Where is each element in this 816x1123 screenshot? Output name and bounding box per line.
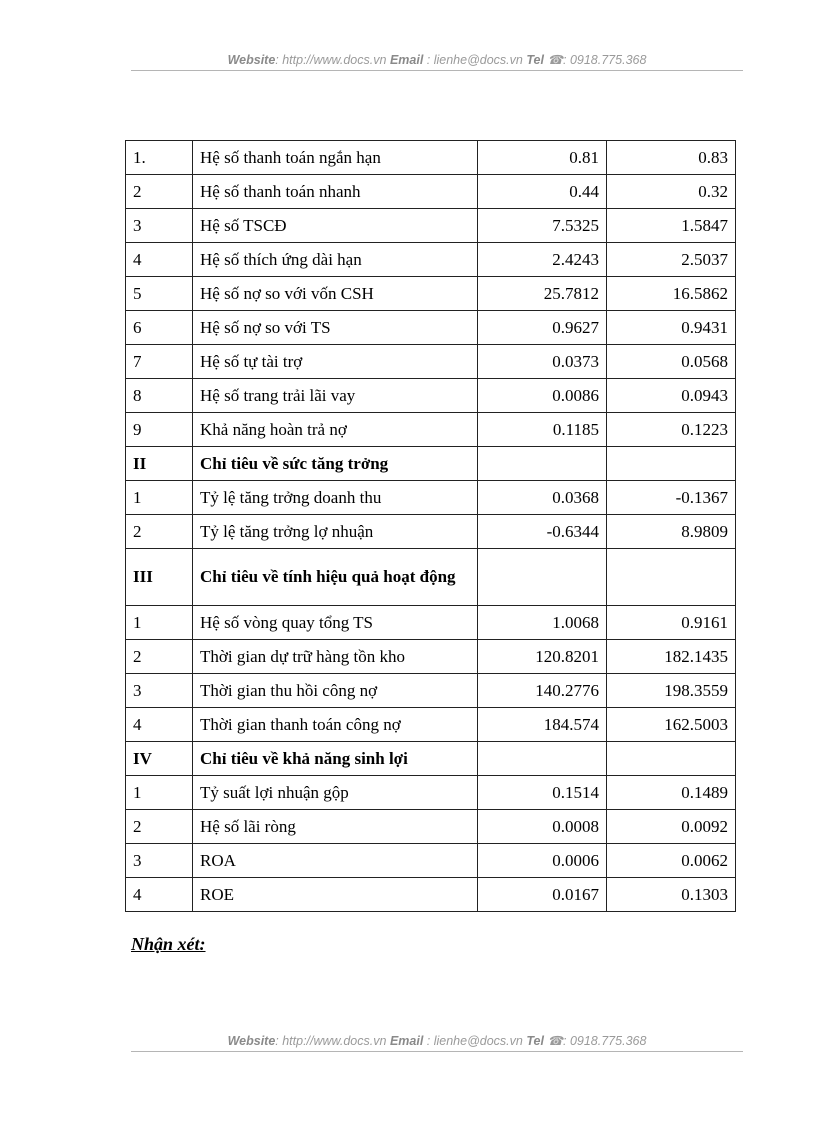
value-col1 <box>478 447 607 481</box>
row-number: 6 <box>126 311 193 345</box>
value-col2: 182.1435 <box>607 640 736 674</box>
table-row <box>126 606 736 640</box>
value-col2: 16.5862 <box>607 277 736 311</box>
value-col1: 120.8201 <box>478 640 607 674</box>
tel-number: ☎: 0918.775.368 <box>547 1034 647 1048</box>
email-address[interactable]: : lienhe@docs.vn <box>426 1034 523 1048</box>
indicator-name: Hệ số vòng quay tổng TS <box>193 606 478 640</box>
row-number: III <box>126 549 193 606</box>
value-col1: 1.0068 <box>478 606 607 640</box>
table-row <box>126 776 736 810</box>
indicator-name: Hệ số tự tài trợ <box>193 345 478 379</box>
row-number: 3 <box>126 209 193 243</box>
indicator-name: Hệ số trang trải lãi vay <box>193 379 478 413</box>
value-col2: 0.1489 <box>607 776 736 810</box>
value-col2: 0.9161 <box>607 606 736 640</box>
value-col1: 0.44 <box>478 175 607 209</box>
page-header-top <box>131 52 743 67</box>
value-col2: 0.83 <box>607 141 736 175</box>
section-row <box>126 447 736 481</box>
indicator-name: Thời gian thanh toán công nợ <box>193 708 478 742</box>
row-number: 5 <box>126 277 193 311</box>
value-col1: 0.0167 <box>478 878 607 912</box>
remark-heading: Nhận xét: <box>131 934 206 954</box>
value-col1: 140.2776 <box>478 674 607 708</box>
row-number: 2 <box>126 810 193 844</box>
row-number: 4 <box>126 243 193 277</box>
website-url[interactable]: : http://www.docs.vn <box>275 1034 387 1048</box>
value-col2: 0.0092 <box>607 810 736 844</box>
value-col1: 0.1514 <box>478 776 607 810</box>
email-label: Email <box>389 1034 424 1048</box>
value-col1: 2.4243 <box>478 243 607 277</box>
table-row <box>126 515 736 549</box>
indicator-name: Khả năng hoàn trả nợ <box>193 413 478 447</box>
value-col2: 1.5847 <box>607 209 736 243</box>
value-col2: 198.3559 <box>607 674 736 708</box>
tel-number: ☎: 0918.775.368 <box>547 53 647 67</box>
page-footer <box>131 1033 743 1048</box>
value-col1: 7.5325 <box>478 209 607 243</box>
row-number: 1 <box>126 481 193 515</box>
table-row <box>126 674 736 708</box>
table-row <box>126 311 736 345</box>
row-number: 4 <box>126 708 193 742</box>
footer-divider <box>131 1051 743 1052</box>
indicator-name: Chỉ tiêu về tính hiệu quả hoạt động <box>193 549 478 606</box>
value-col1: 0.81 <box>478 141 607 175</box>
email-label: Email <box>389 53 424 67</box>
value-col2: 162.5003 <box>607 708 736 742</box>
table-row <box>126 209 736 243</box>
financial-ratios-table <box>125 140 736 912</box>
section-row <box>126 549 736 606</box>
row-number: 1 <box>126 776 193 810</box>
section-row <box>126 742 736 776</box>
value-col2 <box>607 742 736 776</box>
table-row <box>126 481 736 515</box>
value-col2 <box>607 549 736 606</box>
indicator-name: Hệ số thanh toán ngắn hạn <box>193 141 478 175</box>
value-col1 <box>478 549 607 606</box>
website-url[interactable]: : http://www.docs.vn <box>275 53 387 67</box>
value-col1: 0.0368 <box>478 481 607 515</box>
table-row <box>126 878 736 912</box>
value-col2: 0.1223 <box>607 413 736 447</box>
row-number: 3 <box>126 674 193 708</box>
indicator-name: Chỉ tiêu về khả năng sinh lợi <box>193 742 478 776</box>
indicator-name: Hệ số nợ so với TS <box>193 311 478 345</box>
row-number: 1. <box>126 141 193 175</box>
value-col2: 0.0062 <box>607 844 736 878</box>
row-number: 4 <box>126 878 193 912</box>
value-col2: -0.1367 <box>607 481 736 515</box>
table-row <box>126 175 736 209</box>
row-number: 2 <box>126 175 193 209</box>
value-col1: -0.6344 <box>478 515 607 549</box>
table-row <box>126 413 736 447</box>
email-address[interactable]: : lienhe@docs.vn <box>426 53 523 67</box>
value-col1: 0.0086 <box>478 379 607 413</box>
table-row <box>126 141 736 175</box>
indicator-name: ROA <box>193 844 478 878</box>
indicator-name: Hệ số nợ so với vốn CSH <box>193 277 478 311</box>
row-number: 9 <box>126 413 193 447</box>
indicator-name: Thời gian thu hồi công nợ <box>193 674 478 708</box>
tel-label: Tel <box>526 1034 544 1048</box>
indicator-name: Tỷ lệ tăng trởng lợ nhuận <box>193 515 478 549</box>
indicator-name: Hệ số thích ứng dài hạn <box>193 243 478 277</box>
row-number: 2 <box>126 515 193 549</box>
row-number: 7 <box>126 345 193 379</box>
table-row <box>126 345 736 379</box>
indicator-name: ROE <box>193 878 478 912</box>
header-divider <box>131 70 743 71</box>
table-row <box>126 844 736 878</box>
value-col2: 2.5037 <box>607 243 736 277</box>
table-row <box>126 640 736 674</box>
indicator-name: Hệ số lãi ròng <box>193 810 478 844</box>
row-number: 3 <box>126 844 193 878</box>
value-col1: 184.574 <box>478 708 607 742</box>
table-row <box>126 708 736 742</box>
indicator-name: Thời gian dự trữ hàng tồn kho <box>193 640 478 674</box>
value-col1: 0.0373 <box>478 345 607 379</box>
value-col2: 8.9809 <box>607 515 736 549</box>
table-row <box>126 379 736 413</box>
table-row <box>126 277 736 311</box>
value-col1: 0.0008 <box>478 810 607 844</box>
row-number: 8 <box>126 379 193 413</box>
indicator-name: Chỉ tiêu về sức tăng trởng <box>193 447 478 481</box>
value-col1: 0.1185 <box>478 413 607 447</box>
indicator-name: Hệ số thanh toán nhanh <box>193 175 478 209</box>
row-number: 1 <box>126 606 193 640</box>
value-col2: 0.9431 <box>607 311 736 345</box>
value-col2: 0.32 <box>607 175 736 209</box>
indicator-name: Hệ số TSCĐ <box>193 209 478 243</box>
value-col1: 25.7812 <box>478 277 607 311</box>
value-col1 <box>478 742 607 776</box>
value-col2: 0.1303 <box>607 878 736 912</box>
table-row <box>126 810 736 844</box>
value-col1: 0.9627 <box>478 311 607 345</box>
value-col2: 0.0568 <box>607 345 736 379</box>
table-row <box>126 243 736 277</box>
indicator-name: Tỷ lệ tăng trởng doanh thu <box>193 481 478 515</box>
value-col2: 0.0943 <box>607 379 736 413</box>
indicator-name: Tỷ suất lợi nhuận gộp <box>193 776 478 810</box>
row-number: 2 <box>126 640 193 674</box>
row-number: IV <box>126 742 193 776</box>
tel-label: Tel <box>526 53 544 67</box>
value-col2 <box>607 447 736 481</box>
value-col1: 0.0006 <box>478 844 607 878</box>
website-label: Website <box>227 53 276 67</box>
website-label: Website <box>227 1034 276 1048</box>
row-number: II <box>126 447 193 481</box>
